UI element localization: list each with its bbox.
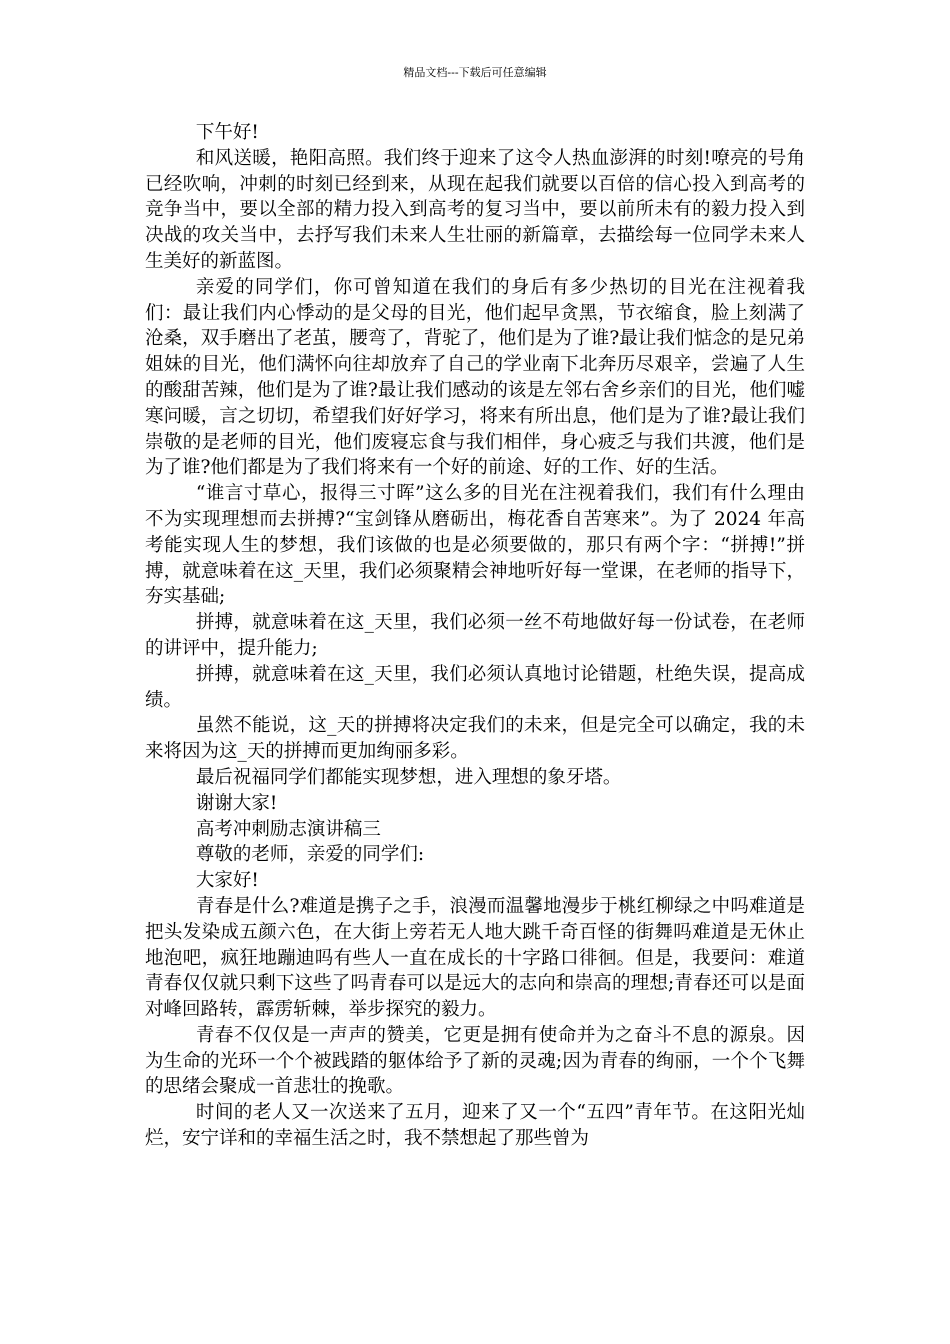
paragraph: 最后祝福同学们都能实现梦想，进入理想的象牙塔。 xyxy=(195,766,622,788)
section-title: 高考冲刺励志演讲稿三 xyxy=(195,818,381,840)
paragraph: 青春是什么?难道是携子之手，浪漫而温馨地漫步于桃红柳绿之中吗难道是把头发染成五颜六色，在大街上旁若无人地大跳千奇百怪的街舞吗难道是无休止地泡吧，疯狂地蹦迪吗有些人一直在成长的十字路口徘徊。但是，我要问：难道青春仅仅就只剩下这些了吗青春可以是远大的志向和崇高的理想;青春还可以是面对峰回路转，霹雳斩棘，举步探究的毅力。 xyxy=(145,895,805,1021)
paragraph: 虽然不能说，这_天的拼搏将决定我们的未来，但是完全可以确定，我的未来将因为这_天的拼搏而更加绚丽多彩。 xyxy=(145,715,805,763)
paragraph: 拼搏，就意味着在这_天里，我们必须认真地讨论错题，杜绝失误，提高成绩。 xyxy=(145,663,805,711)
paragraph: 亲爱的同学们，你可曾知道在我们的身后有多少热切的目光在注视着我们：最让我们内心悸动的是父母的目光，他们起早贪黑，节衣缩食，脸上刻满了沧桑，双手磨出了老茧，腰弯了，背驼了，他们是为了谁?最让我们惦念的是兄弟姐妹的目光，他们满怀向往却放弃了自己的学业南下北奔历尽艰辛，尝遍了人生的酸甜苦辣，他们是为了谁?最让我们感动的该是左邻右舍乡亲们的目光，他们嘘寒问暖，言之切切，希望我们好好学习，将来有所出息，他们是为了谁?最让我们崇敬的是老师的目光，他们废寝忘食与我们相伴，身心疲乏与我们共渡，他们是为了谁?他们都是为了我们将来有一个好的前途、好的工作、好的生活。 xyxy=(145,276,805,479)
paragraph: 青春不仅仅是一声声的赞美，它更是拥有使命并为之奋斗不息的源泉。因为生命的光环一个个被践踏的躯体给予了新的灵魂;因为青春的绚丽，一个个飞舞的思绪会聚成一首悲壮的挽歌。 xyxy=(145,1024,805,1098)
paragraph: 和风送暖，艳阳高照。我们终于迎来了这令人热血澎湃的时刻!嘹亮的号角已经吹响，冲刺的时刻已经到来，从现在起我们就要以百倍的信心投入到高考的竞争当中，要以全部的精力投入到高考的复习当中，要以前所未有的毅力投入到决战的攻关当中，去抒写我们未来人生壮丽的新篇章，去描绘每一位同学未来人生美好的新蓝图。 xyxy=(145,147,805,272)
paragraph: “谁言寸草心，报得三寸晖”这么多的目光在注视着我们，我们有什么理由不为实现理想而去拼搏?“宝剑锋从磨砺出，梅花香自苦寒来”。为了 2024 年高考能实现人生的梦想，我们该做的也是必须要做的，那只有两个字：“拼搏!”拼搏，就意味着在这_天里，我们必须聚精会神地听好每一堂课，在老师的指导下，夯实基础; xyxy=(145,483,805,608)
paragraph-greeting: 下午好! xyxy=(195,122,259,143)
paragraph: 时间的老人又一次送来了五月，迎来了又一个“五四”青年节。在这阳光灿烂，安宁详和的幸福生活之时，我不禁想起了那些曾为 xyxy=(145,1102,805,1150)
page-header-watermark: 精品文档---下载后可任意编辑 xyxy=(403,66,547,79)
document-body xyxy=(145,120,805,1152)
paragraph-salutation: 尊敬的老师，亲爱的同学们: xyxy=(195,844,425,866)
paragraph-greeting: 大家好! xyxy=(195,870,259,892)
paragraph-thanks: 谢谢大家! xyxy=(195,792,278,814)
paragraph: 拼搏，就意味着在这_天里，我们必须一丝不苟地做好每一份试卷，在老师的讲评中，提升能力; xyxy=(145,612,805,659)
